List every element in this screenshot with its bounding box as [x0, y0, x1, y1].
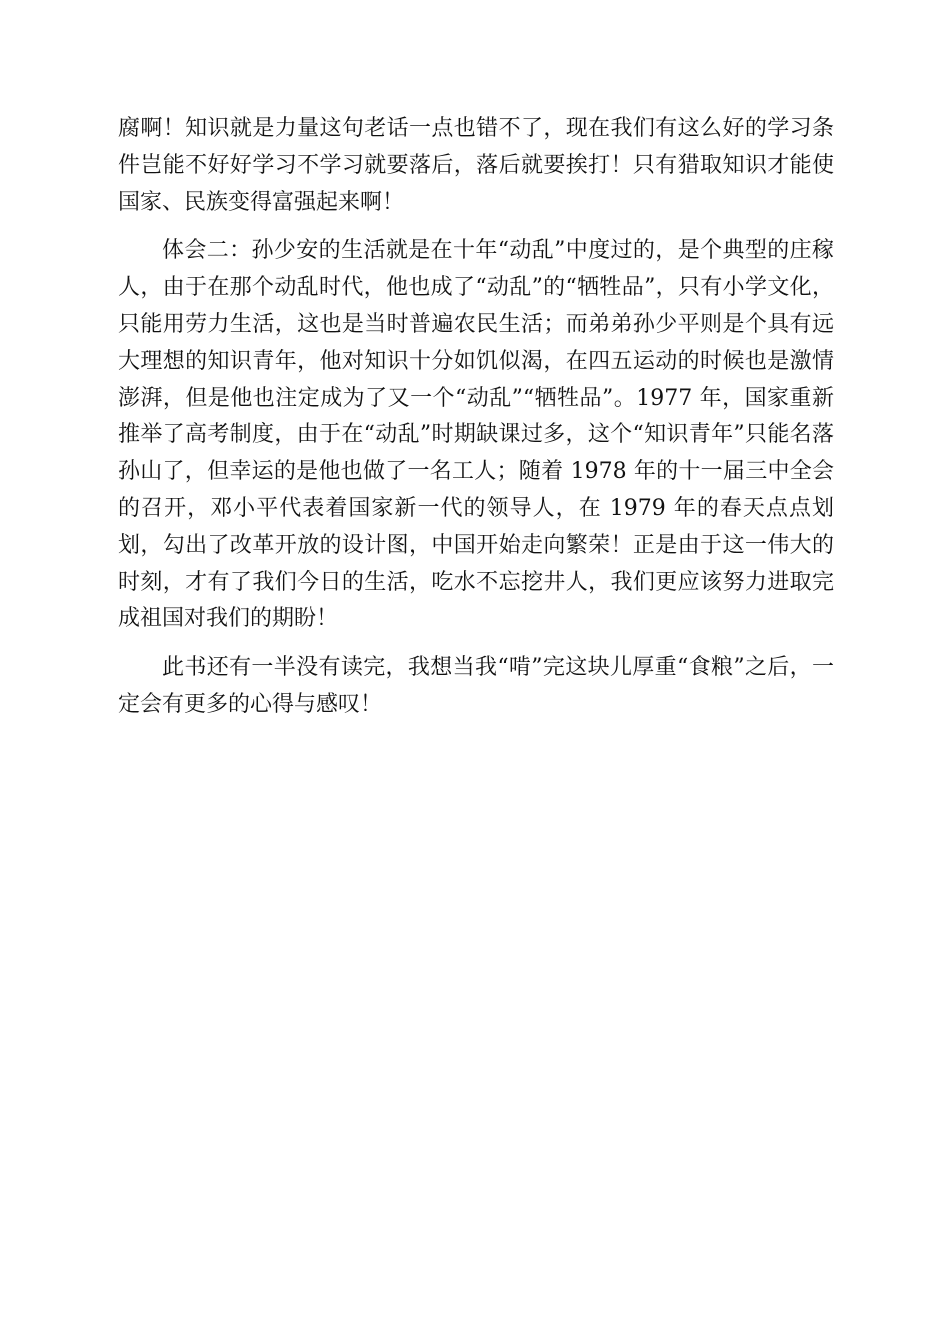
document-body	[118, 111, 834, 724]
paragraph-continuation: 腐啊！知识就是力量这句老话一点也错不了，现在我们有这么好的学习条件岂能不好好学习不学习就要落后，落后就要挨打！只有猎取知识才能使国家、民族变得富强起来啊！	[118, 116, 834, 215]
paragraph-closing: 此书还有一半没有读完，我想当我“啃”完这块儿厚重“食粮”之后，一定会有更多的心得与感叹！	[118, 655, 834, 717]
paragraph-insight-two: 体会二：孙少安的生活就是在十年“动乱”中度过的，是个典型的庄稼人，由于在那个动乱时代，他也成了“动乱”的“牺牲品”，只有小学文化，只能用劳力生活，这也是当时普遍农民生活；而弟弟孙少平则是个具有远大理想的知识青年，他对知识十分如饥似渴，在四五运动的时候也是激情澎湃，但是他也注定成为了又一个“动乱”“牺牲品”。1977 年，国家重新推举了高考制度，由于在“动乱”时期缺课过多，这个“知识青年”只能名落孙山了，但幸运的是他也做了一名工人；随着 1978 年的十一届三中全会的召开，邓小平代表着国家新一代的领导人，在 1979 年的春天点点划划，勾出了改革开放的设计图，中国开始走向繁荣！正是由于这一伟大的时刻，才有了我们今日的生活，吃水不忘挖井人，我们更应该努力进取完成祖国对我们的期盼！	[118, 238, 834, 632]
